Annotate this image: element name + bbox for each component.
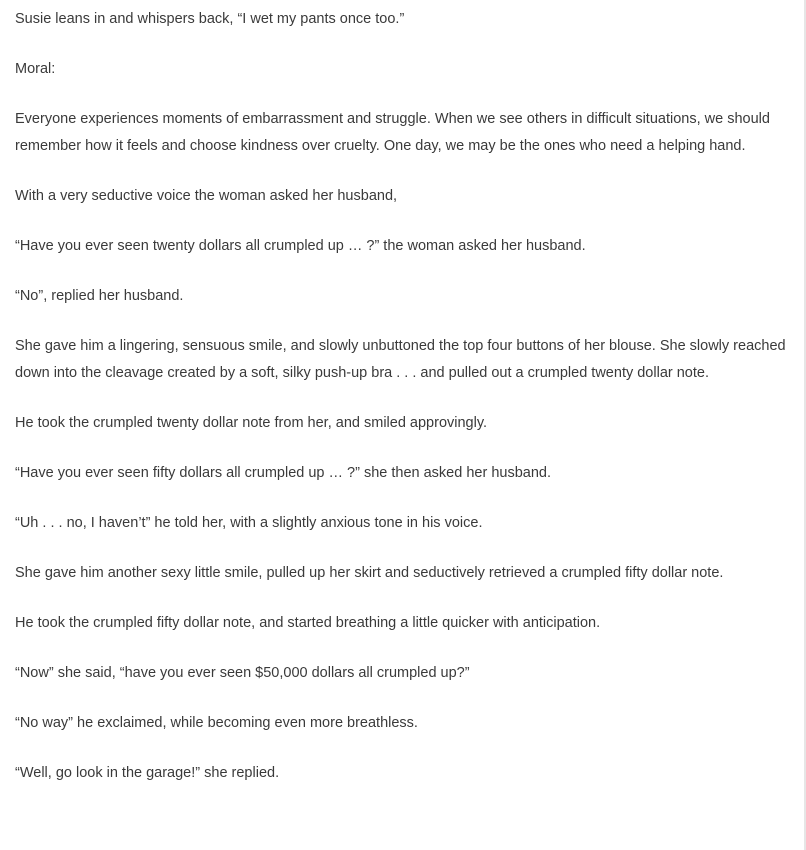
paragraph-uh-no: “Uh . . . no, I haven’t” he told her, with a slightly anxious tone in his voice. [15,515,483,531]
paragraph-fifty-question: “Have you ever seen fifty dollars all crumpled up … ?” she then asked her husband. [15,465,551,481]
paragraph-fifty-note: He took the crumpled fifty dollar note, and started breathing a little quicker with anticipation. [15,615,601,631]
paragraph-susie-whisper: Susie leans in and whispers back, “I wet my pants once too.” [15,11,405,27]
paragraph-seductive-voice: With a very seductive voice the woman asked her husband, [15,188,398,204]
paragraph-fifty-thousand-question: “Now” she said, “have you ever seen $50,000 dollars all crumpled up?” [15,665,470,681]
paragraph-twenty-question: “Have you ever seen twenty dollars all crumpled up … ?” the woman asked her husband. [15,238,586,254]
paragraph-garage: “Well, go look in the garage!” she replied. [15,765,280,781]
paragraph-no-reply: “No”, replied her husband. [15,288,184,304]
article-body [15,6,790,810]
paragraph-twenty-note: He took the crumpled twenty dollar note from her, and smiled approvingly. [15,415,488,431]
paragraph-no-way: “No way” he exclaimed, while becoming even more breathless. [15,715,418,731]
paragraph-blouse: She gave him a lingering, sensuous smile, and slowly unbuttoned the top four buttons of her blouse. She slowly reached down into the cleavage created by a soft, silky push-up bra . . . and pulled out a crumpled twenty dollar note. [15,338,786,381]
paragraph-moral-text: Everyone experiences moments of embarrassment and struggle. When we see others in difficult situations, we should remember how it feels and choose kindness over cruelty. One day, we may be the ones who need a helping hand. [15,111,770,154]
paragraph-moral-heading: Moral: [15,61,56,77]
paragraph-skirt: She gave him another sexy little smile, pulled up her skirt and seductively retrieved a crumpled fifty dollar note. [15,565,724,581]
